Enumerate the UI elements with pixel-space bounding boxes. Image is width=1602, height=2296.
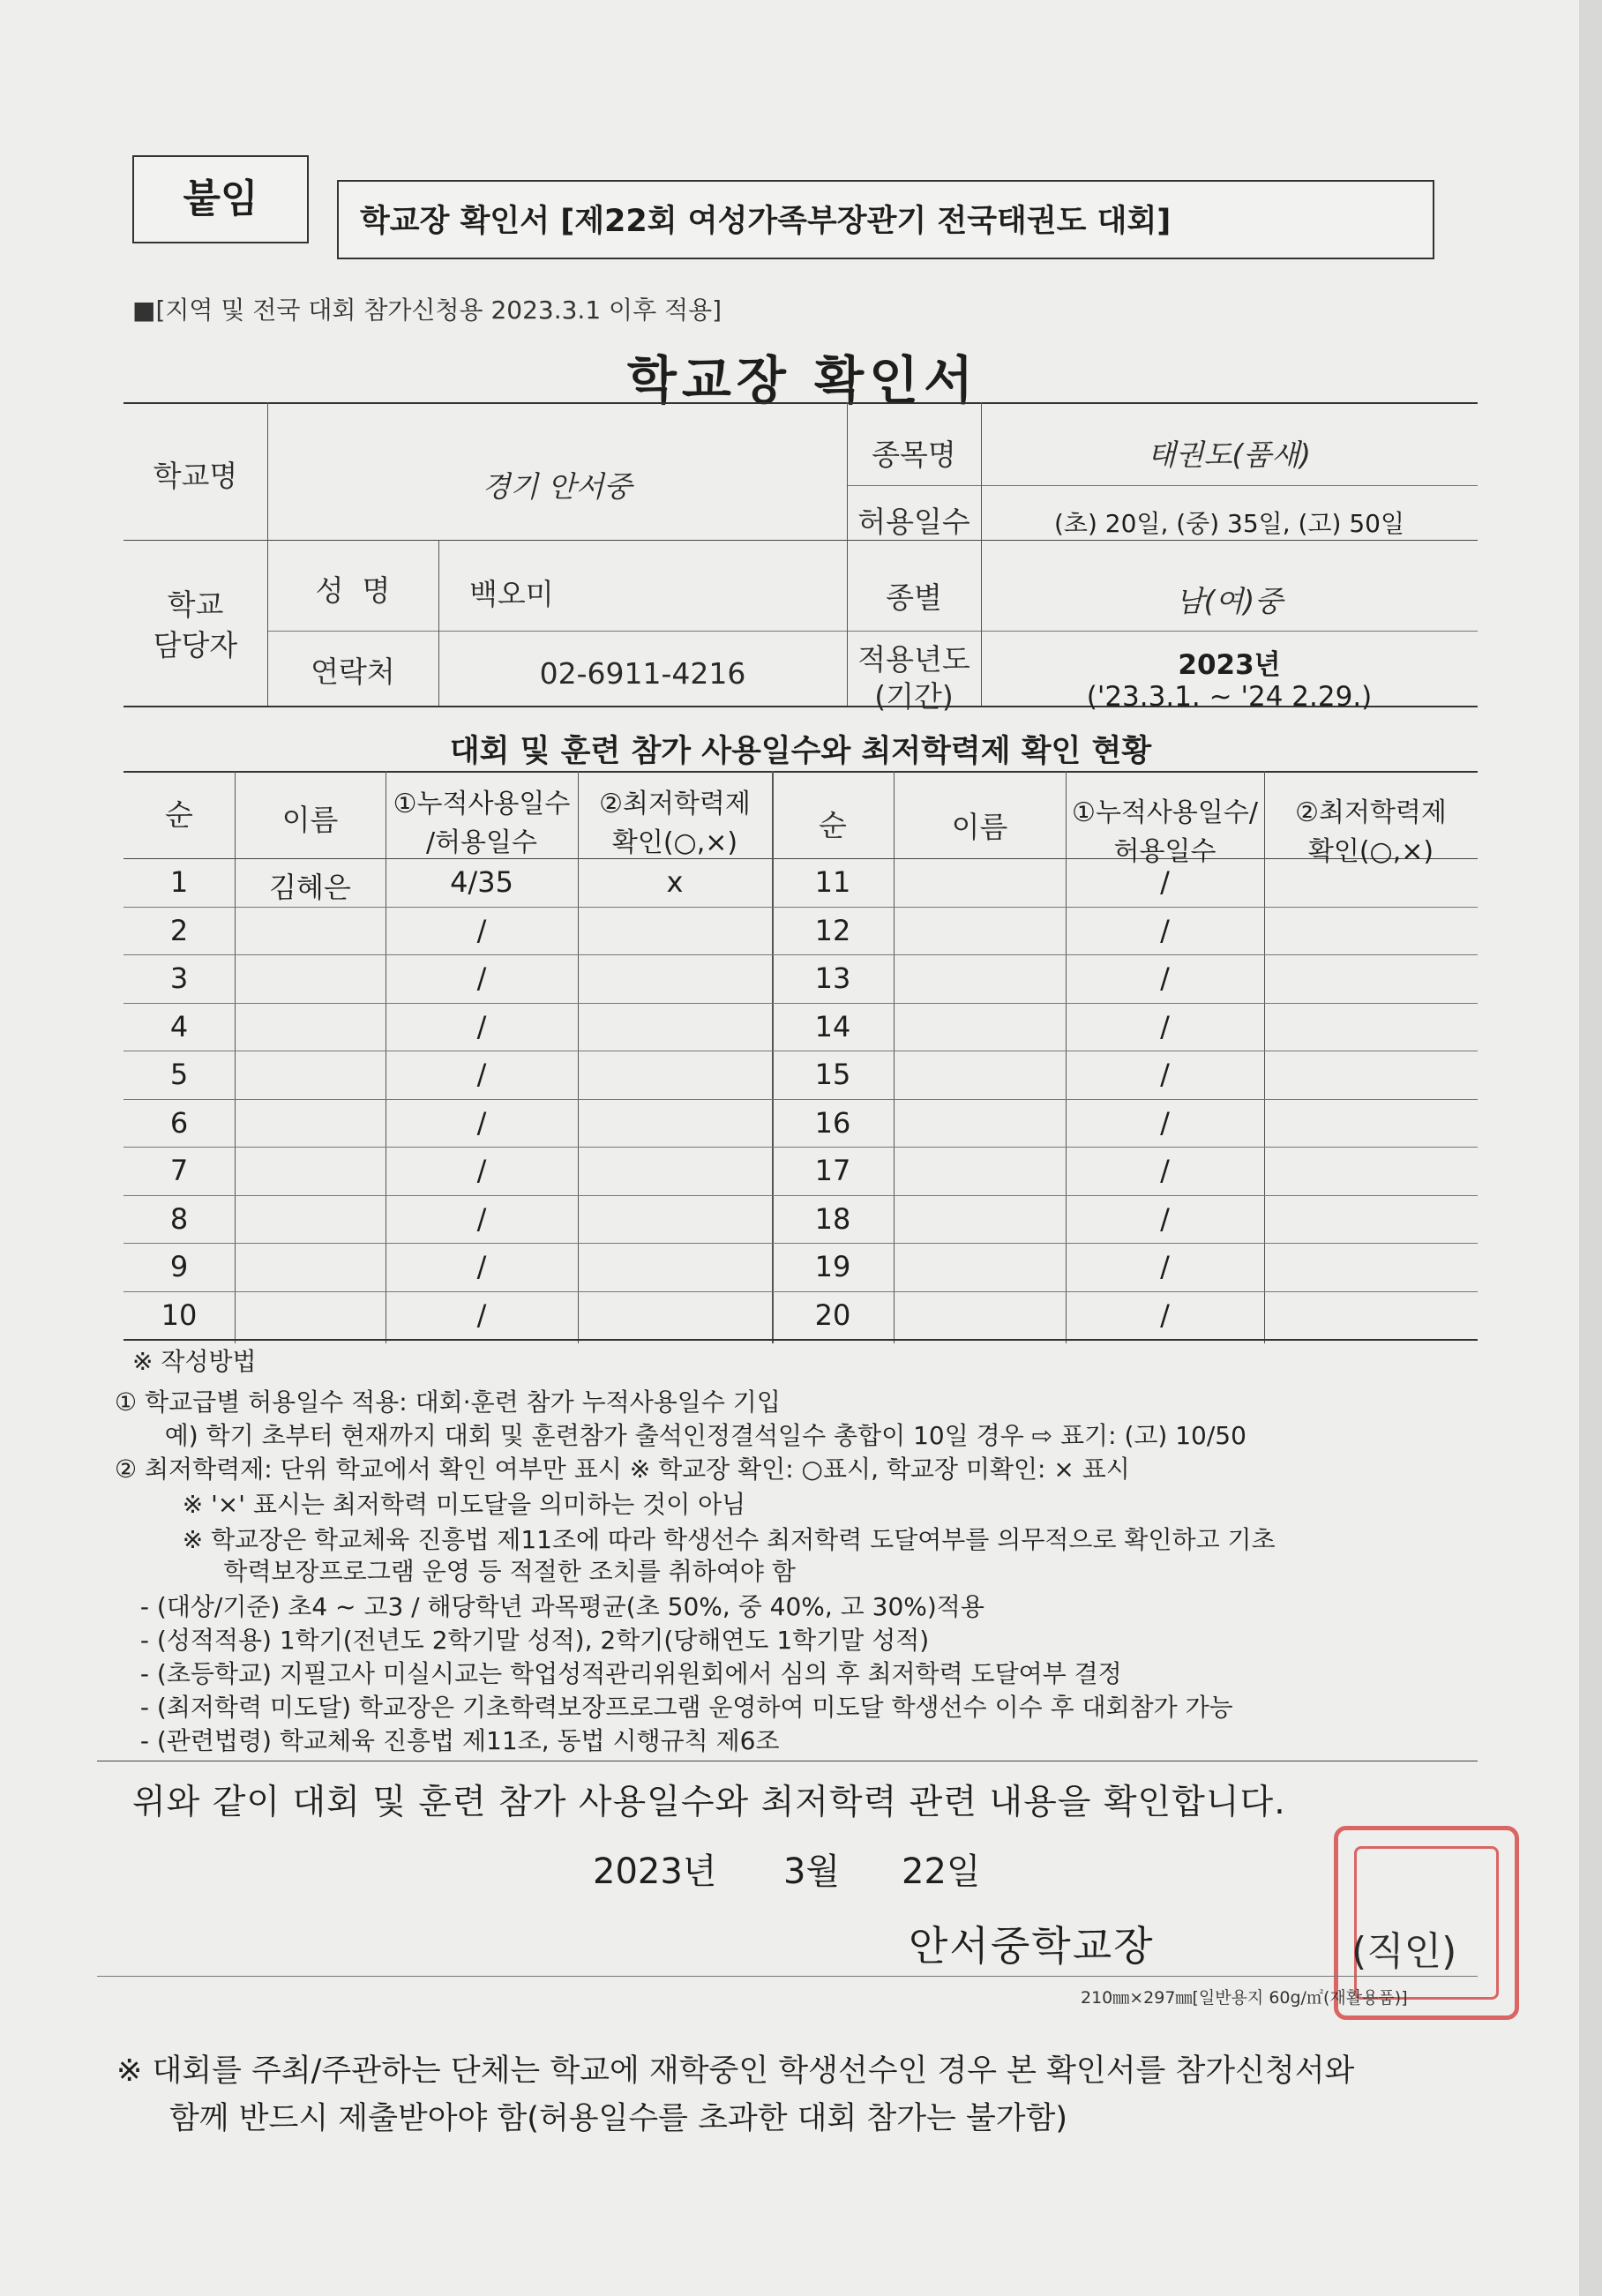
- info-divider: [847, 485, 1478, 486]
- cell-no-r: 18: [814, 1201, 851, 1236]
- info-divider: [267, 631, 1478, 632]
- col-days-right-2: 허용일수: [1113, 836, 1216, 867]
- table-col-line: [894, 771, 895, 1343]
- cell-days: /: [476, 961, 487, 995]
- year-value: 2023년: [1178, 649, 1281, 681]
- cell-days-r: /: [1160, 961, 1170, 995]
- cell-no: 10: [161, 1298, 198, 1332]
- school-label: 학교명: [153, 459, 238, 493]
- row-divider: [124, 907, 1478, 908]
- info-top-border: [124, 402, 1478, 404]
- footer-note-1: ※ 대회를 주최/주관하는 단체는 학교에 재학중인 학생선수인 경우 본 확인서를 참가신청서와: [116, 2053, 1355, 2089]
- cell-check: x: [666, 865, 684, 899]
- cell-days: /: [476, 1058, 487, 1091]
- page-edge: [1579, 0, 1602, 2296]
- allow-value: (초) 20일, (중) 35일, (고) 50일: [1053, 509, 1405, 538]
- school-value: 경기 안서중: [482, 469, 633, 504]
- col-check-1: ②최저학력제: [599, 789, 751, 819]
- cell-days: 4/35: [450, 865, 513, 899]
- cell-no: 3: [169, 961, 189, 995]
- table-title: 대회 및 훈련 참가 사용일수와 최저학력제 확인 현황: [449, 734, 1152, 769]
- header-title: 학교장 확인서 [제22회 여성가족부장관기 전국태권도 대회]: [337, 180, 1434, 259]
- event-value: 태권도(품새): [1147, 438, 1312, 472]
- row-divider: [124, 1195, 1478, 1196]
- cell-no: 9: [169, 1250, 189, 1283]
- note-line: ※ 작성방법: [132, 1347, 257, 1376]
- gender-value: 남(여)중: [1175, 584, 1284, 618]
- row-divider: [124, 1291, 1478, 1292]
- row-divider: [124, 1147, 1478, 1148]
- cell-days-r: /: [1160, 1154, 1170, 1187]
- row-divider: [124, 1339, 1478, 1341]
- row-divider: [124, 1099, 1478, 1100]
- cell-days-r: /: [1160, 1058, 1170, 1091]
- contact-label-2: 담당자: [153, 628, 238, 662]
- cell-days-r: /: [1160, 865, 1170, 899]
- col-check-right-1: ②최저학력제: [1295, 797, 1447, 828]
- date-day: 22일: [902, 1851, 981, 1892]
- event-label: 종목명: [872, 438, 956, 472]
- contact-label-1: 학교: [167, 587, 224, 622]
- date-year: 2023년: [593, 1851, 717, 1892]
- cell-days-r: /: [1160, 1250, 1170, 1283]
- col-check-right-2: 확인(○,×): [1307, 836, 1434, 867]
- cell-no-r: 17: [814, 1154, 851, 1187]
- allow-label: 허용일수: [857, 505, 970, 539]
- row-divider: [124, 1003, 1478, 1004]
- note-line: ① 학교급별 허용일수 적용: 대회·훈련 참가 누적사용일수 기입: [115, 1387, 781, 1417]
- cell-days: /: [476, 913, 487, 947]
- note-line: - (대상/기준) 초4 ~ 고3 / 해당학년 과목평균(초 50%, 중 40%, 고 30%)적용: [132, 1592, 984, 1621]
- cell-name: 김혜은: [269, 871, 351, 904]
- signature-divider: [97, 1976, 1478, 1977]
- phone-value: 02-6911-4216: [539, 656, 746, 691]
- year-label-1: 적용년도: [857, 642, 970, 677]
- cell-no: 7: [169, 1154, 189, 1187]
- note-line: - (최저학력 미도달) 학교장은 기초학력보장프로그램 운영하여 미도달 학생선수 이수 후 대회참가 가능: [132, 1693, 1233, 1722]
- col-days-1: ①누적사용일수: [393, 789, 571, 819]
- cell-days-r: /: [1160, 1105, 1170, 1140]
- col-name-right: 이름: [951, 810, 1008, 844]
- row-divider: [124, 954, 1478, 955]
- name-label: 성 명: [315, 573, 391, 608]
- cell-days: /: [476, 1201, 487, 1236]
- col-name: 이름: [281, 803, 339, 837]
- sub-note: ■[지역 및 전국 대회 참가신청용 2023.3.1 이후 적용]: [132, 295, 722, 325]
- note-line: ② 최저학력제: 단위 학교에서 확인 여부만 표시 ※ 학교장 확인: ○표시, 학교장 미확인: × 표시: [115, 1455, 1130, 1484]
- cell-no-r: 14: [814, 1009, 851, 1043]
- principal-name: 안서중학교장: [909, 1922, 1155, 1970]
- note-line: 학력보장프로그램 운영 등 적절한 조치를 취하여야 함: [176, 1557, 796, 1586]
- col-check-2: 확인(○,×): [611, 827, 738, 858]
- info-divider: [124, 540, 1478, 541]
- cell-days: /: [476, 1009, 487, 1043]
- doc-title: 학교장 확인서: [626, 350, 979, 410]
- col-days-2: /허용일수: [425, 827, 538, 858]
- cell-no-r: 15: [814, 1058, 851, 1091]
- note-line: 예) 학기 초부터 현재까지 대회 및 훈련참가 출석인정결석일수 총합이 10일 경우 ⇨ 표기: (고) 10/50: [141, 1421, 1246, 1450]
- gender-label: 종별: [886, 580, 942, 615]
- col-days-right-1: ①누적사용일수/: [1072, 797, 1258, 828]
- year-label-2: (기간): [874, 679, 954, 714]
- col-no: 순: [165, 797, 193, 832]
- cell-no: 1: [169, 865, 189, 899]
- cell-days: /: [476, 1105, 487, 1140]
- cell-days-r: /: [1160, 1009, 1170, 1043]
- note-line: - (성적적용) 1학기(전년도 2학기말 성적), 2학기(당해연도 1학기말 성적): [132, 1626, 930, 1655]
- cell-no-r: 19: [814, 1250, 851, 1283]
- attachment-label: 붙임: [132, 155, 309, 243]
- cell-no-r: 11: [814, 865, 851, 899]
- year-period: ('23.3.1. ~ '24 2.29.): [1086, 681, 1373, 713]
- cell-days-r: /: [1160, 913, 1170, 947]
- confirm-text: 위와 같이 대회 및 훈련 참가 사용일수와 최저학력 관련 내용을 확인합니다.: [132, 1783, 1286, 1822]
- cell-no-r: 16: [814, 1105, 851, 1140]
- row-divider: [124, 1243, 1478, 1244]
- cell-days-r: /: [1160, 1298, 1170, 1332]
- note-line: - (관련법령) 학교체육 진흥법 제11조, 동법 시행규칙 제6조: [132, 1726, 780, 1755]
- cell-days: /: [476, 1250, 487, 1283]
- note-line: ※ '×' 표시는 최저학력 미도달을 의미하는 것이 아님: [159, 1490, 746, 1519]
- col-no-right: 순: [819, 808, 847, 842]
- cell-no: 4: [169, 1009, 189, 1043]
- contact-name-value: 백오미: [469, 577, 554, 611]
- note-line: - (초등학교) 지필고사 미실시교는 학업성적관리위원회에서 심의 후 최저학력 도달여부 결정: [132, 1659, 1122, 1688]
- date-month: 3월: [783, 1851, 841, 1892]
- cell-no-r: 13: [814, 961, 851, 995]
- cell-no: 6: [169, 1105, 189, 1140]
- footer-note-2: 함께 반드시 제출받아야 함(허용일수를 초과한 대회 참가는 불가함): [169, 2101, 1068, 2136]
- cell-no-r: 20: [814, 1298, 851, 1332]
- cell-days: /: [476, 1154, 487, 1187]
- phone-label: 연락처: [311, 654, 395, 689]
- cell-days: /: [476, 1298, 487, 1332]
- cell-no: 2: [169, 913, 189, 947]
- table-top-border: [124, 771, 1478, 773]
- cell-no: 5: [169, 1058, 189, 1091]
- seal-text: (직인): [1351, 1929, 1457, 1974]
- table-col-line: [235, 771, 236, 1343]
- cell-no-r: 12: [814, 913, 851, 947]
- cell-days-r: /: [1160, 1201, 1170, 1236]
- cell-no: 8: [169, 1201, 189, 1236]
- paper-spec: 210㎜×297㎜[일반용지 60g/㎡(재활용품)]: [1081, 1988, 1408, 2008]
- note-line: ※ 학교장은 학교체육 진흥법 제11조에 따라 학생선수 최저학력 도달여부를 의무적으로 확인하고 기초: [159, 1525, 1276, 1554]
